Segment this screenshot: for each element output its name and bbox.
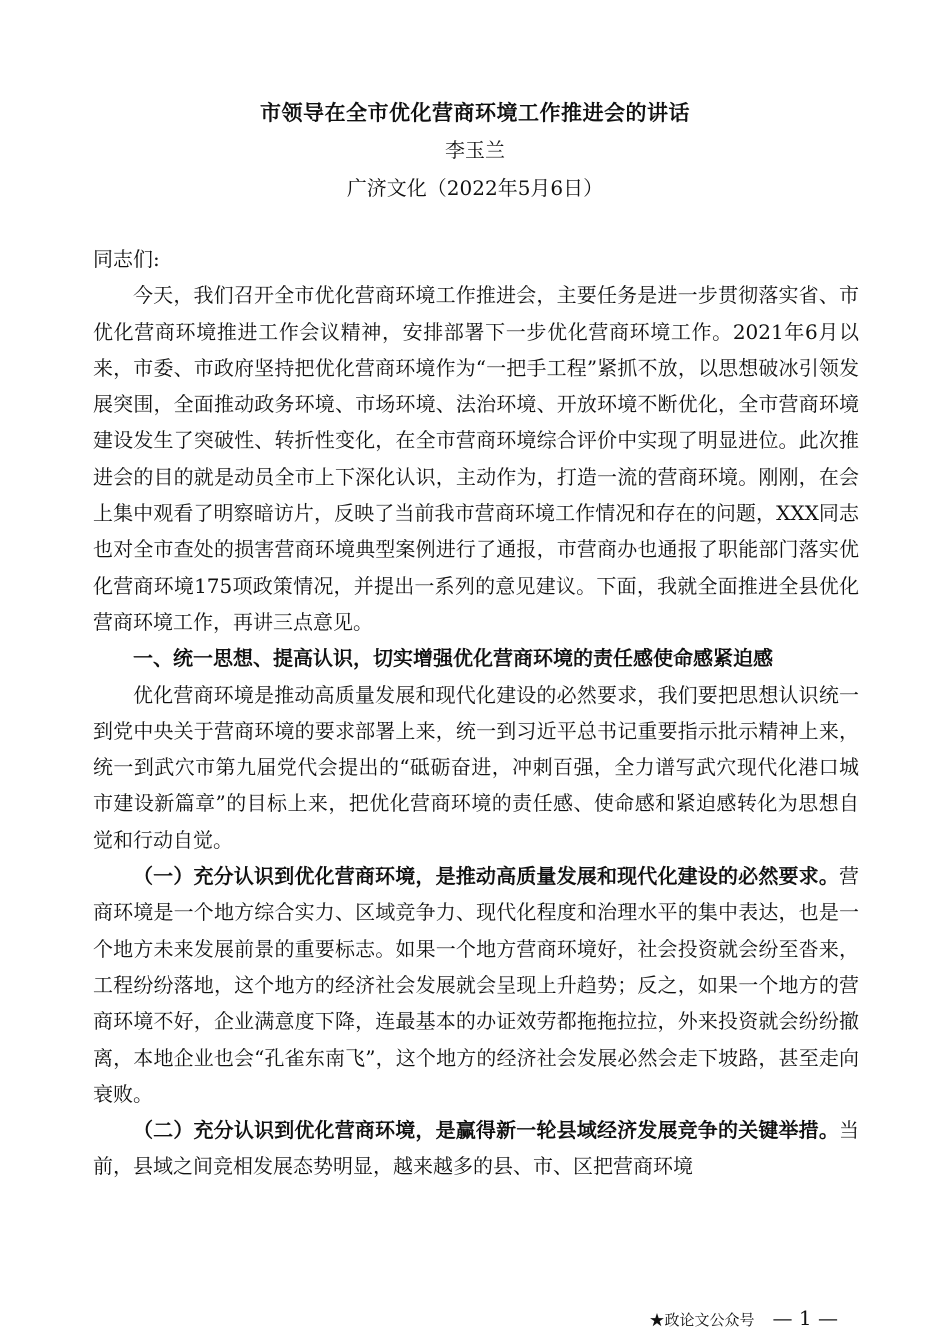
page-number: — 1 — — [772, 1306, 838, 1330]
paragraph-subsection-1 — [93, 858, 859, 1112]
salutation: 同志们: — [93, 247, 160, 271]
footer-label: ★政论文公众号 — [649, 1311, 755, 1329]
subsection-1-text: 营商环境是一个地方综合实力、区域竞争力、现代化程度和治理水平的集中表达，也是一个地方未来发展前景的重要标志。如果一个地方营商环境好，社会投资就会纷至沓来，工程纷纷落地，这个地方的经济社会发展就会呈现上升趋势；反之，如果一个地方的营商环境不好，企业满意度下降，连最基本的办证效劳都拖拖拉拉，外来投资就会纷纷撤离，本地企业也会“孔雀东南飞”，这个地方的经济社会发展必然会走下坡路，甚至走向衰败。 — [93, 864, 859, 1106]
page-footer — [650, 1306, 838, 1332]
document-source: 广济文化（2022年5月6日） — [346, 176, 604, 200]
subsection-2-heading: （二）充分认识到优化营商环境，是赢得新一轮县域经济发展竞争的关键举措。 — [133, 1118, 839, 1143]
paragraph-section-1: 优化营商环境是推动高质量发展和现代化建设的必然要求，我们要把思想认识统一到党中央关于营商环境的要求部署上来，统一到习近平总书记重要指示批示精神上来，统一到武穴市第九届党代会提出的“砥砺奋进，冲刺百强，全力谱写武穴现代化港口城市建设新篇章”的目标上来，把优化营商环境的责任感、使命感和紧迫感转化为思想自觉和行动自觉。 — [93, 682, 859, 852]
subsection-2-text: 当前，县域之间竞相发展态势明显，越来越多的县、市、区把营商环境 — [93, 1118, 859, 1179]
paragraph-intro: 今天，我们召开全市优化营商环境工作推进会，主要任务是进一步贯彻落实省、市优化营商环境推进工作会议精神，安排部署下一步优化营商环境工作。2021年6月以来，市委、市政府坚持把优化营商环境作为“一把手工程”紧抓不放，以思想破冰引领发展突围，全面推动政务环境、市场环境、法治环境、开放环境不断优化，全市营商环境建设发生了突破性、转折性变化，在全市营商环境综合评价中实现了明显进位。此次推进会的目的就是动员全市上下深化认识，主动作为，打造一流的营商环境。刚刚，在会上集中观看了明察暗访片，反映了当前我市营商环境工作情况和存在的问题，XXX同志也对全市查处的损害营商环境典型案例进行了通报，市营商办也通报了职能部门落实优化营商环境175项政策情况，并提出一系列的意见建议。下面，我就全面推进全县优化营商环境工作，再讲三点意见。 — [93, 283, 859, 634]
document-title: 市领导在全市优化营商环境工作推进会的讲话 — [260, 100, 690, 125]
document-body — [93, 241, 859, 1185]
paragraph-subsection-2 — [93, 1112, 859, 1185]
document-author: 李玉兰 — [445, 138, 505, 162]
heading-section-1: 一、统一思想、提高认识，切实增强优化营商环境的责任感使命感紧迫感 — [133, 646, 773, 671]
subsection-1-heading: （一）充分认识到优化营商环境，是推动高质量发展和现代化建设的必然要求。 — [133, 864, 839, 889]
